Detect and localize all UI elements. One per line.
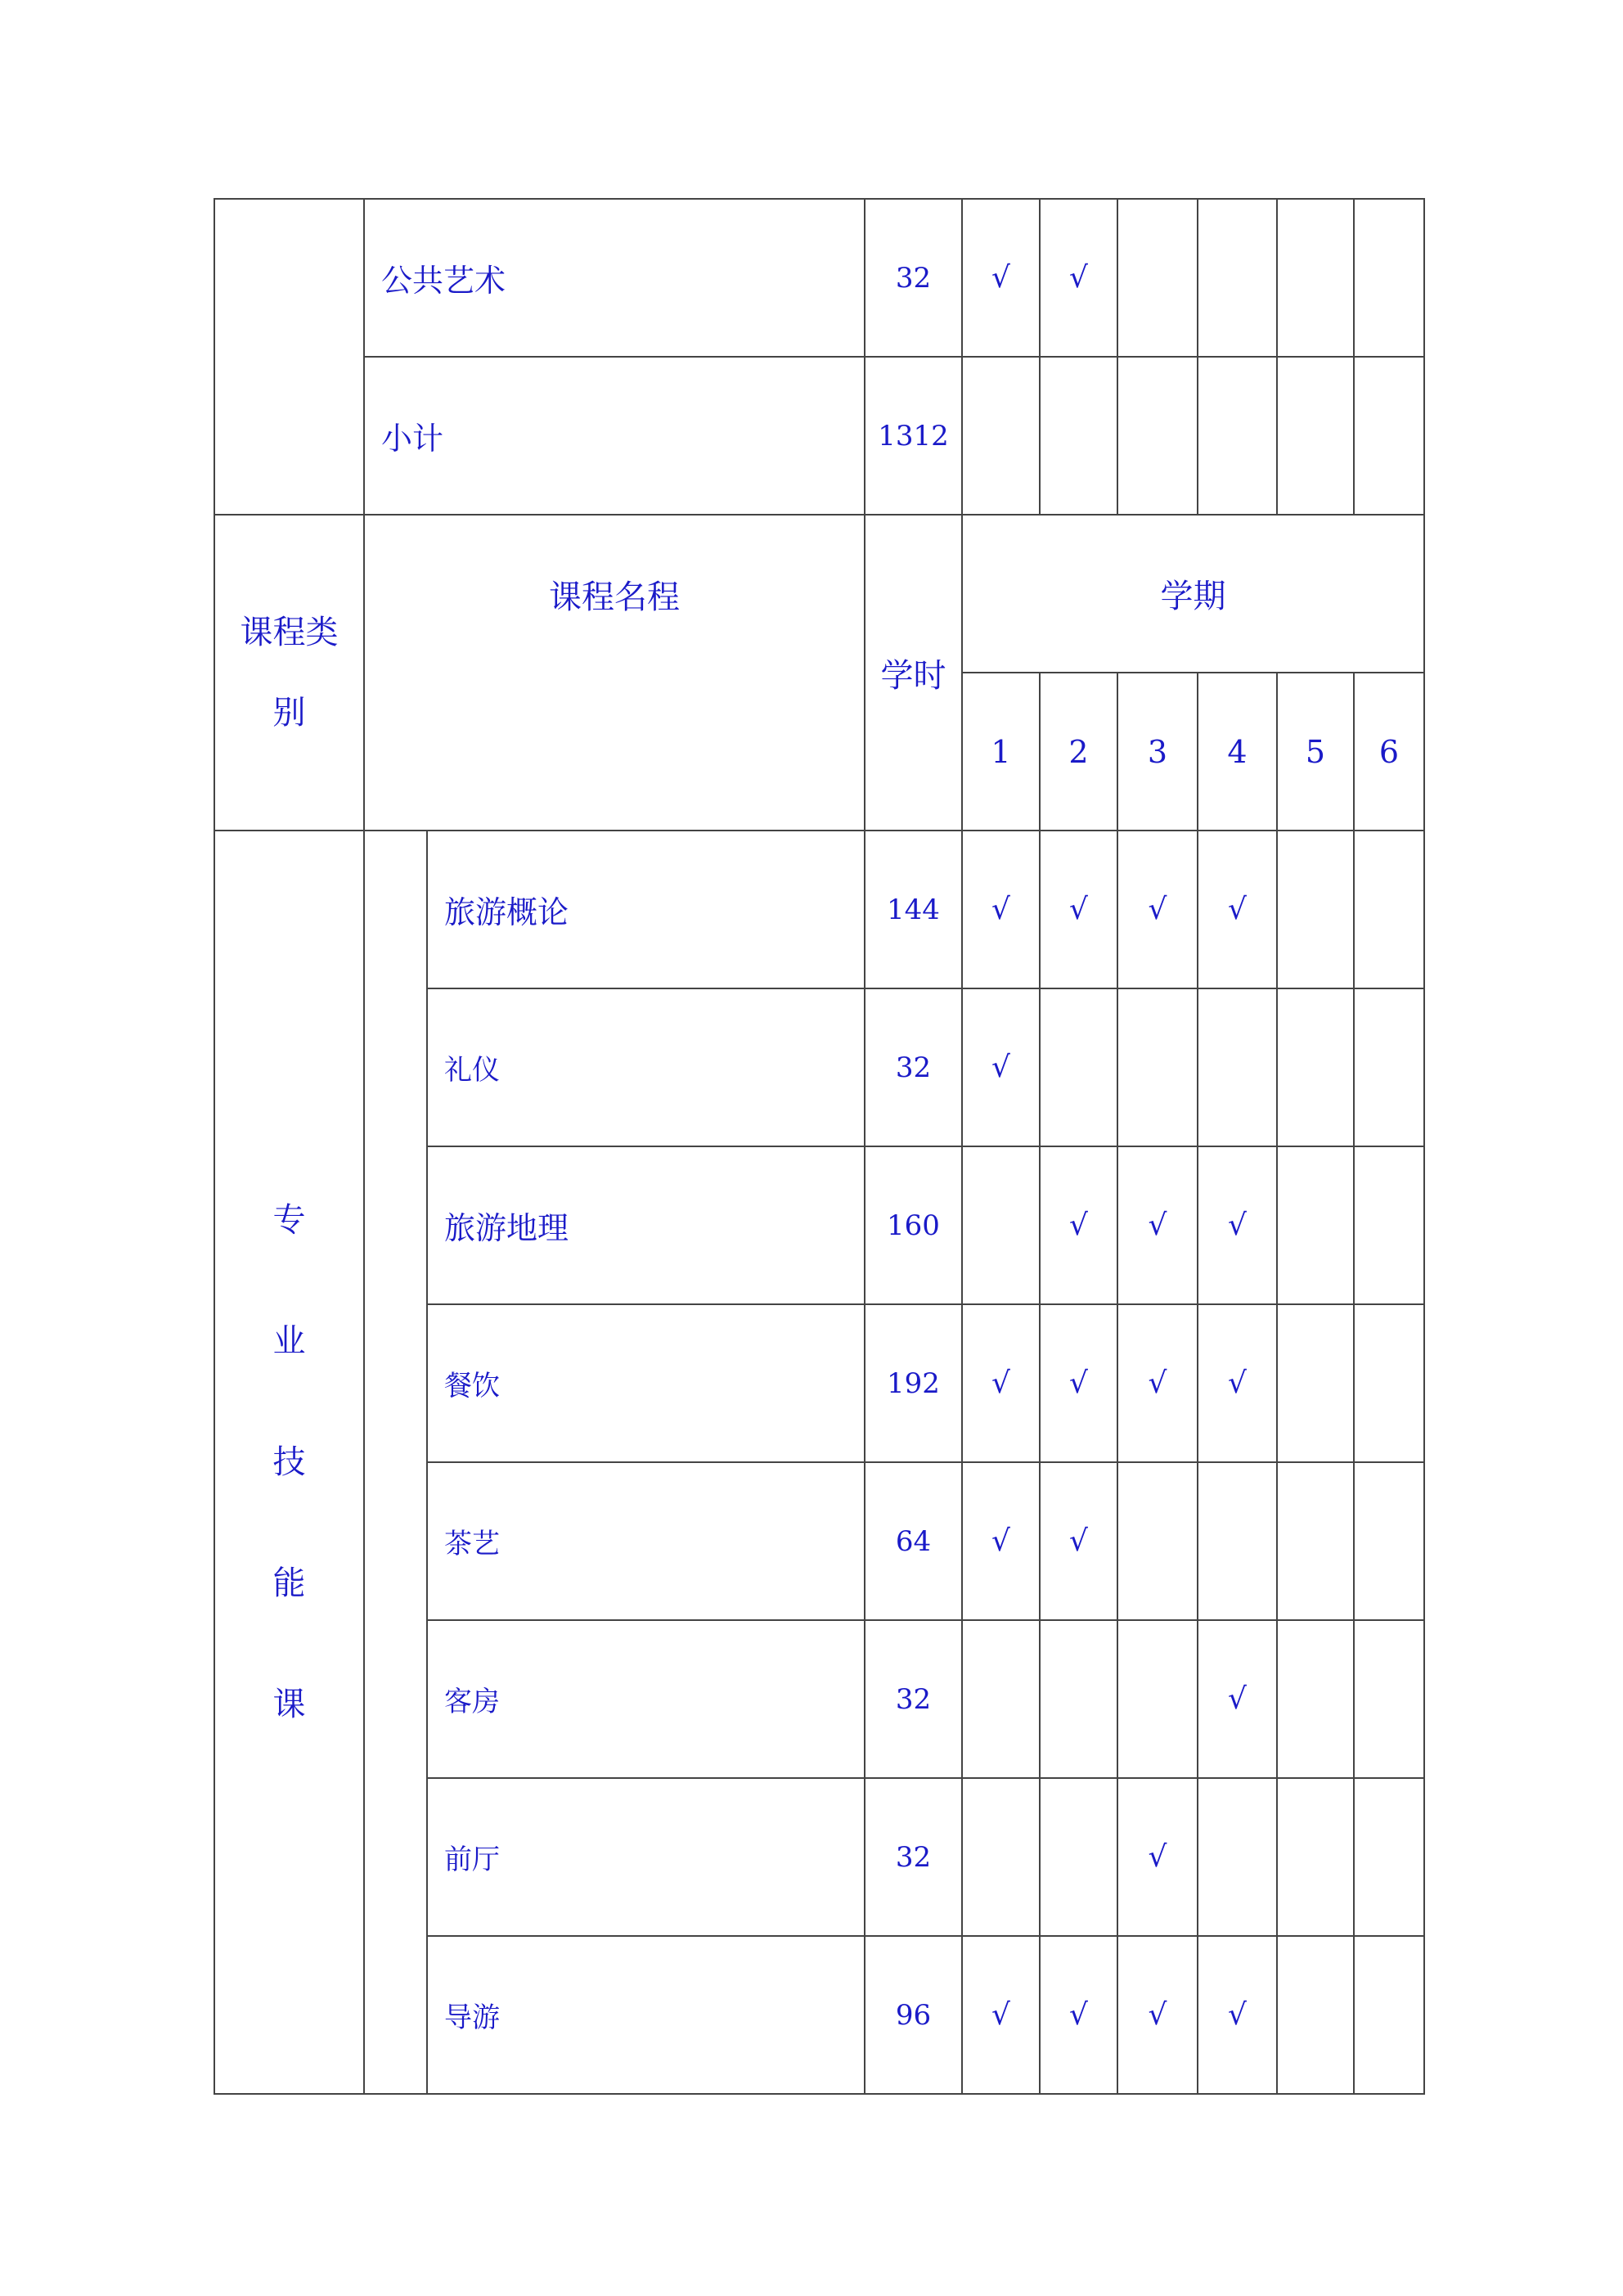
subtotal-label: 小计	[364, 357, 865, 515]
term-mark: √	[962, 1304, 1040, 1462]
term-mark	[1198, 1462, 1277, 1620]
professional-category	[214, 831, 364, 2094]
term-mark	[1040, 1778, 1117, 1936]
term-mark	[1354, 1304, 1424, 1462]
term-mark: √	[1198, 1146, 1277, 1304]
term-mark	[1117, 199, 1198, 357]
term-mark: √	[962, 199, 1040, 357]
term-mark	[1354, 1936, 1424, 2094]
term-mark	[1354, 1778, 1424, 1936]
course-hours: 32	[865, 1778, 962, 1936]
term-mark	[1040, 988, 1117, 1146]
term-mark: √	[1040, 1936, 1117, 2094]
term-mark	[1117, 1620, 1198, 1778]
table-row	[214, 357, 1424, 515]
term-mark	[1040, 1620, 1117, 1778]
term-mark	[962, 1620, 1040, 1778]
term-mark	[1277, 1778, 1354, 1936]
category-header	[214, 515, 364, 831]
category-header-line2: 别	[272, 694, 306, 732]
category-char: 技	[272, 1443, 306, 1481]
term-mark	[1117, 357, 1198, 515]
term-mark: √	[1040, 1146, 1117, 1304]
term-mark: √	[1117, 1778, 1198, 1936]
term-number: 5	[1277, 673, 1354, 831]
term-mark: √	[1198, 1936, 1277, 2094]
course-name: 公共艺术	[364, 199, 865, 357]
term-mark	[1277, 357, 1354, 515]
course-hours: 192	[865, 1304, 962, 1462]
term-mark: √	[962, 1462, 1040, 1620]
subtotal-hours: 1312	[865, 357, 962, 515]
term-mark: √	[1198, 1304, 1277, 1462]
table-row	[214, 831, 1424, 988]
term-mark: √	[962, 1936, 1040, 2094]
course-hours: 32	[865, 988, 962, 1146]
course-name: 餐饮	[427, 1304, 865, 1462]
course-hours: 32	[865, 1620, 962, 1778]
term-mark	[1354, 357, 1424, 515]
course-hours: 96	[865, 1936, 962, 2094]
term-mark	[1277, 199, 1354, 357]
term-mark	[1117, 1462, 1198, 1620]
category-char: 业	[272, 1322, 306, 1360]
course-name: 礼仪	[427, 988, 865, 1146]
hours-header: 学时	[865, 515, 962, 831]
term-mark	[1040, 357, 1117, 515]
term-mark: √	[1117, 831, 1198, 988]
term-mark	[962, 357, 1040, 515]
term-mark: √	[1117, 1304, 1198, 1462]
course-name: 前厅	[427, 1778, 865, 1936]
category-char: 专	[272, 1201, 306, 1239]
term-mark	[1277, 1462, 1354, 1620]
course-hours: 32	[865, 199, 962, 357]
term-mark	[1277, 988, 1354, 1146]
term-mark	[1354, 1146, 1424, 1304]
term-mark: √	[1040, 199, 1117, 357]
term-mark	[1354, 199, 1424, 357]
term-mark: √	[1198, 1620, 1277, 1778]
header-row	[214, 515, 1424, 673]
course-name: 客房	[427, 1620, 865, 1778]
term-mark	[1354, 1620, 1424, 1778]
course-hours: 144	[865, 831, 962, 988]
term-mark	[1277, 1146, 1354, 1304]
term-mark	[1198, 199, 1277, 357]
course-name: 旅游概论	[427, 831, 865, 988]
term-mark: √	[1040, 1462, 1117, 1620]
term-mark	[1198, 357, 1277, 515]
category-header-line1: 课程类	[240, 614, 339, 651]
term-mark	[1277, 831, 1354, 988]
term-mark: √	[1117, 1146, 1198, 1304]
course-hours: 160	[865, 1146, 962, 1304]
term-mark: √	[1040, 831, 1117, 988]
term-number: 6	[1354, 673, 1424, 831]
term-mark	[1354, 1462, 1424, 1620]
semester-header: 学期	[962, 515, 1424, 673]
term-mark	[962, 1146, 1040, 1304]
term-mark: √	[1040, 1304, 1117, 1462]
category-char: 能	[272, 1564, 306, 1602]
term-mark	[1198, 988, 1277, 1146]
term-mark	[1277, 1936, 1354, 2094]
term-mark: √	[962, 988, 1040, 1146]
term-mark	[1198, 1778, 1277, 1936]
empty-category-cell	[214, 199, 364, 515]
term-number: 2	[1040, 673, 1117, 831]
category-char: 课	[272, 1686, 306, 1723]
term-mark: √	[1117, 1936, 1198, 2094]
course-schedule-table	[214, 198, 1425, 2095]
course-name: 茶艺	[427, 1462, 865, 1620]
term-number: 1	[962, 673, 1040, 831]
course-name: 导游	[427, 1936, 865, 2094]
term-mark: √	[1198, 831, 1277, 988]
course-name: 旅游地理	[427, 1146, 865, 1304]
term-mark: √	[962, 831, 1040, 988]
empty-subcategory-cell	[364, 831, 427, 2094]
term-mark	[962, 1778, 1040, 1936]
table-row	[214, 199, 1424, 357]
term-number: 3	[1117, 673, 1198, 831]
term-mark	[1354, 988, 1424, 1146]
term-number: 4	[1198, 673, 1277, 831]
term-mark	[1277, 1304, 1354, 1462]
term-mark	[1117, 988, 1198, 1146]
term-mark	[1277, 1620, 1354, 1778]
course-name-header: 课程名程	[364, 515, 865, 831]
course-hours: 64	[865, 1462, 962, 1620]
term-mark	[1354, 831, 1424, 988]
